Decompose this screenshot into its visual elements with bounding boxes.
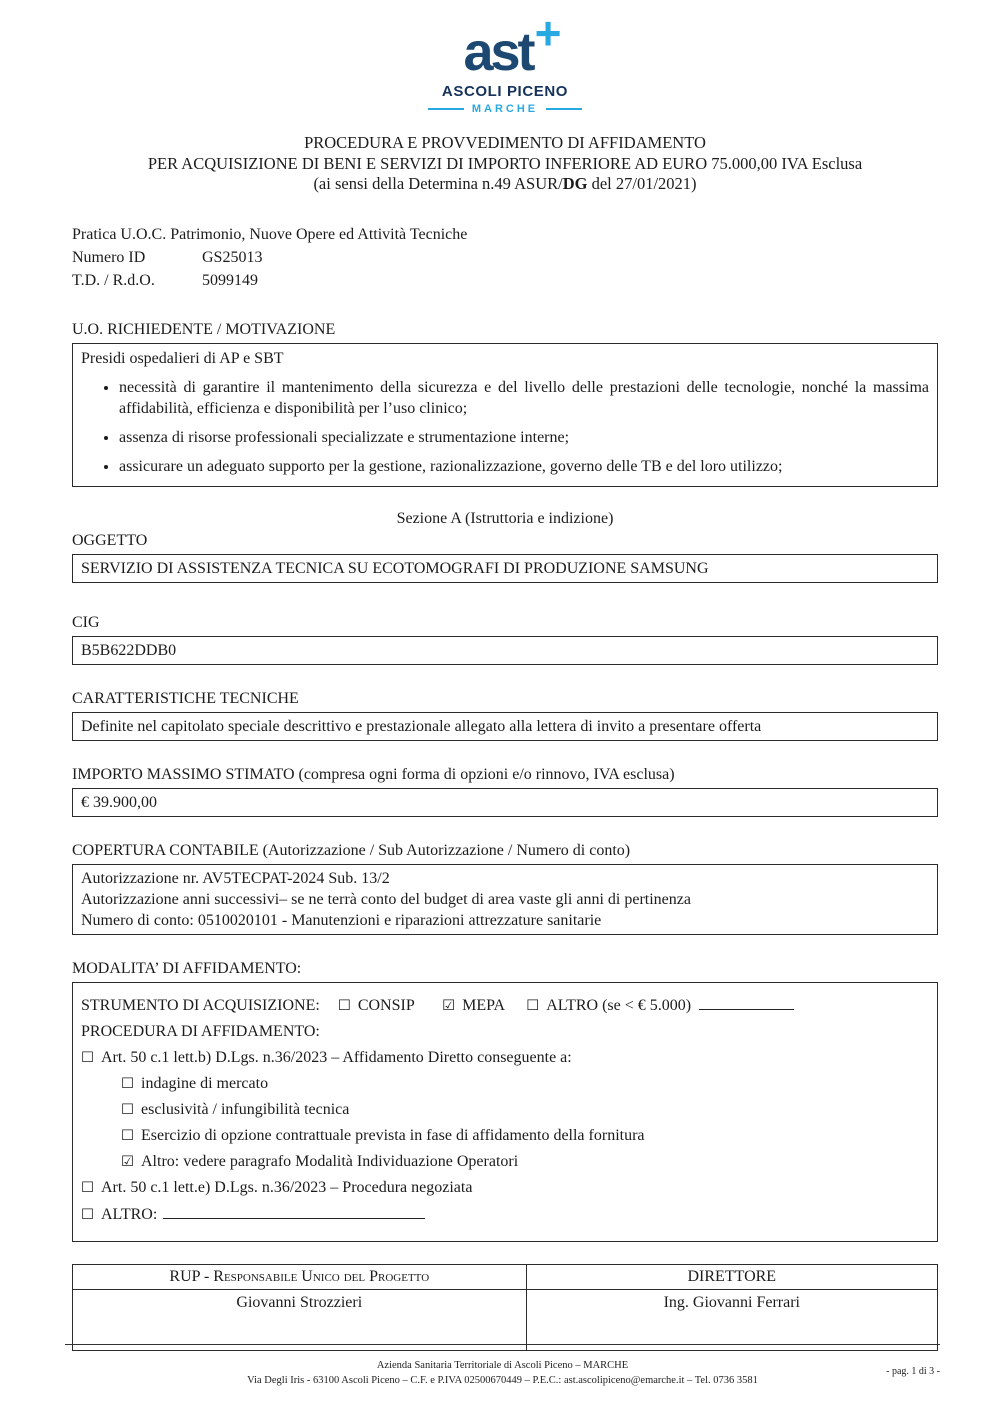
checkbox-unchecked-icon: ☐ <box>81 1179 94 1196</box>
checkbox-label: ALTRO: <box>101 1205 158 1223</box>
logo-rule-right <box>546 108 582 110</box>
option-label: CONSIP <box>357 996 415 1014</box>
ast-logo <box>400 7 610 115</box>
copertura-box <box>72 864 938 935</box>
bullet-item: • assicurare un adeguato supporto per la gestione, razionalizzazione, governo delle TB e del loro utilizzo; <box>119 456 929 477</box>
footer-divider <box>65 1344 940 1345</box>
title-line-3 <box>72 174 938 195</box>
option-consip <box>338 997 414 1014</box>
checkbox-unchecked-icon: ☐ <box>81 1049 94 1066</box>
checkbox-label: indagine di mercato <box>141 1074 269 1092</box>
logo-wordmark <box>463 7 559 82</box>
sezione-a-heading: Sezione A (Istruttoria e indizione) <box>396 509 614 527</box>
checkbox-label: Art. 50 c.1 lett.e) D.Lgs. n.36/2023 – Procedura negoziata <box>101 1178 473 1196</box>
copertura-section <box>72 841 938 935</box>
title-line-2: PER ACQUISIZIONE DI BENI E SERVIZI DI IMPORTO INFERIORE AD EURO 75.000,00 IVA Esclusa <box>147 153 863 173</box>
uo-richiedente-heading: U.O. RICHIEDENTE / MOTIVAZIONE <box>72 320 336 338</box>
checkbox-label: Altro: vedere paragrafo Modalità Individuazione Operatori <box>141 1152 519 1170</box>
checkbox-label: Art. 50 c.1 lett.b) D.Lgs. n.36/2023 – Affidamento Diretto conseguente a: <box>101 1048 572 1066</box>
importo-box: € 39.900,00 <box>72 788 938 817</box>
checkbox-checked-icon: ☑ <box>121 1153 134 1170</box>
title-line-3-bold: DG <box>562 174 588 193</box>
modalita-box <box>72 982 938 1242</box>
strumento-row <box>81 995 929 1016</box>
logo-region-label: MARCHE <box>471 103 539 115</box>
rup-name-cell: Giovanni Strozzieri <box>73 1290 527 1350</box>
document-content <box>0 7 1000 1351</box>
checkbox-row-altro <box>81 1204 929 1225</box>
blank-line <box>163 1204 425 1219</box>
title-line-3-post: del 27/01/2021) <box>587 174 697 193</box>
uo-richiedente-section <box>72 320 938 487</box>
checkbox-row <box>81 1048 929 1068</box>
copertura-heading: COPERTURA CONTABILE (Autorizzazione / Sub Autorizzazione / Numero di conto) <box>72 841 631 859</box>
pratica-row-td-rdo <box>72 269 938 292</box>
cig-section <box>72 613 938 665</box>
copertura-line: Autorizzazione nr. AV5TECPAT-2024 Sub. 13/2 <box>81 869 390 887</box>
checkbox-unchecked-icon: ☐ <box>81 1206 94 1223</box>
pratica-row-numero-id <box>72 246 938 269</box>
uo-richiedente-box <box>72 343 938 487</box>
bullet-item: • necessità di garantire il mantenimento della sicurezza e del livello delle prestazioni delle tecnologie, nonché la massima affidabilità, efficienza e disponibilità per l’uso clinico; <box>119 377 929 419</box>
importo-section <box>72 765 938 817</box>
option-mepa <box>442 997 504 1014</box>
uo-intro: Presidi ospedalieri di AP e SBT <box>81 349 284 367</box>
checkbox-unchecked-icon: ☐ <box>121 1075 134 1092</box>
copertura-line: Autorizzazione anni successivi– se ne terrà conto del budget di area vaste gli anni di pertinenza <box>81 890 691 908</box>
rup-header-cell: RUP - Responsabile Unico del Progetto <box>73 1265 527 1290</box>
procedura-label: PROCEDURA DI AFFIDAMENTO: <box>81 1022 320 1040</box>
bullet-item: • assenza di risorse professionali specializzate e strumentazione interne; <box>119 427 929 448</box>
importo-heading: IMPORTO MASSIMO STIMATO (compresa ogni forma di opzioni e/o rinnovo, IVA esclusa) <box>72 765 675 783</box>
checkbox-unchecked-icon: ☐ <box>121 1101 134 1118</box>
checkbox-unchecked-icon: ☐ <box>337 997 351 1014</box>
footer-text <box>65 1358 940 1388</box>
option-altro <box>526 997 794 1014</box>
caratteristiche-heading: CARATTERISTICHE TECNICHE <box>72 689 299 707</box>
uo-bullet-list <box>81 377 929 477</box>
option-label: ALTRO (se < € 5.000) <box>546 996 692 1014</box>
pratica-label: Numero ID <box>72 248 146 266</box>
pratica-line: Pratica U.O.C. Patrimonio, Nuove Opere ed Attività Tecniche <box>72 225 468 243</box>
checkbox-label: Esercizio di opzione contrattuale prevista in fase di affidamento della fornitura <box>141 1126 645 1144</box>
option-label: MEPA <box>462 996 505 1014</box>
checkbox-row <box>121 1074 929 1094</box>
checkbox-row <box>121 1152 929 1172</box>
logo-plus-icon: + <box>534 7 559 59</box>
checkbox-unchecked-icon: ☐ <box>121 1127 134 1144</box>
oggetto-box: SERVIZIO DI ASSISTENZA TECNICA SU ECOTOMOGRAFI DI PRODUZIONE SAMSUNG <box>72 554 938 583</box>
cig-box: B5B622DDB0 <box>72 636 938 665</box>
logo-rule-left <box>428 108 464 110</box>
checkbox-unchecked-icon: ☐ <box>526 997 540 1014</box>
caratteristiche-box: Definite nel capitolato speciale descrittivo e prestazionale allegato alla lettera di invito a presentare offerta <box>72 712 938 741</box>
modalita-section <box>72 959 938 1242</box>
oggetto-section <box>72 531 938 583</box>
logo-region <box>400 103 610 115</box>
copertura-line: Numero di conto: 0510020101 - Manutenzioni e riparazioni attrezzature sanitarie <box>81 911 602 929</box>
pratica-value: 5099149 <box>202 271 258 289</box>
oggetto-heading: OGGETTO <box>72 531 148 549</box>
title-line-3-pre: (ai sensi della Determina n.49 ASUR/ <box>313 174 563 193</box>
caratteristiche-section <box>72 689 938 741</box>
checkbox-checked-icon: ☑ <box>442 997 456 1014</box>
checkbox-row <box>121 1126 929 1146</box>
modalita-heading: MODALITA’ DI AFFIDAMENTO: <box>72 959 302 977</box>
checkbox-row <box>121 1100 929 1120</box>
pratica-value: GS25013 <box>202 248 263 266</box>
signatures-table <box>72 1264 938 1351</box>
title-line-1: PROCEDURA E PROVVEDIMENTO DI AFFIDAMENTO <box>304 133 706 152</box>
logo-wordmark-text: ast <box>463 22 533 82</box>
direttore-header-cell: DIRETTORE <box>527 1265 937 1290</box>
page-footer <box>65 1344 940 1388</box>
page-number: - pag. 1 di 3 - <box>886 1366 940 1377</box>
direttore-name-cell: Ing. Giovanni Ferrari <box>663 1293 800 1311</box>
cig-heading: CIG <box>72 613 100 631</box>
document-title <box>72 133 938 195</box>
pratica-label: T.D. / R.d.O. <box>72 271 155 289</box>
strumento-label: STRUMENTO DI ACQUISIZIONE: <box>81 996 320 1014</box>
pratica-section <box>72 223 938 292</box>
footer-line-1: Azienda Sanitaria Territoriale di Ascoli Piceno – MARCHE <box>376 1360 629 1371</box>
blank-line <box>699 995 794 1010</box>
footer-line-2: Via Degli Iris - 63100 Ascoli Piceno – C.F. e P.IVA 02500670449 – P.E.C.: ast.ascolipiceno@emarche.it – Tel. 0736 3581 <box>247 1375 758 1386</box>
logo-org-name: ASCOLI PICENO <box>441 83 569 100</box>
checkbox-row <box>81 1178 929 1198</box>
checkbox-label: esclusività / infungibilità tecnica <box>141 1100 350 1118</box>
